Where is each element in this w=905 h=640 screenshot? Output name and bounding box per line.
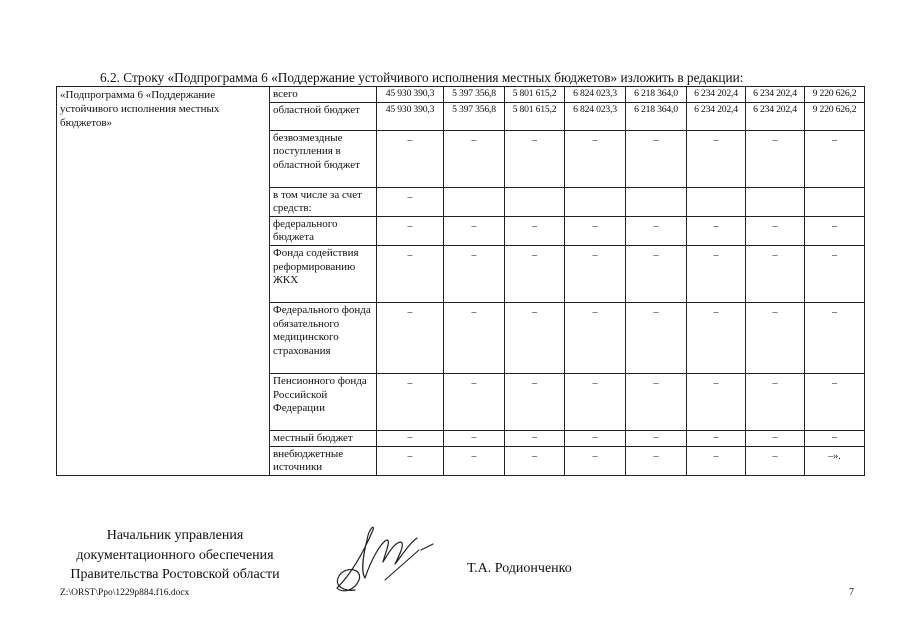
value-cell: 6 218 364,0 (626, 102, 687, 130)
value-cell: – (687, 430, 746, 446)
value-cell: 5 397 356,8 (444, 102, 505, 130)
value-cell: 9 220 626,2 (805, 102, 865, 130)
page-number: 7 (849, 587, 854, 598)
value-cell: 45 930 390,3 (377, 87, 444, 103)
value-cell: – (444, 373, 505, 430)
value-cell: – (444, 430, 505, 446)
value-cell (626, 187, 687, 216)
value-cell: – (377, 302, 444, 373)
value-cell: – (687, 245, 746, 302)
value-cell: – (687, 373, 746, 430)
value-cell: 5 397 356,8 (444, 87, 505, 103)
signatory-name: Т.А. Родионченко (467, 561, 572, 576)
value-cell: 6 234 202,4 (746, 102, 805, 130)
value-cell: – (444, 302, 505, 373)
value-cell (746, 187, 805, 216)
value-cell: – (626, 430, 687, 446)
value-cell: 45 930 390,3 (377, 102, 444, 130)
value-cell: – (746, 373, 805, 430)
value-cell: – (746, 216, 805, 245)
value-cell: – (565, 446, 626, 475)
value-cell: – (626, 446, 687, 475)
value-cell: – (687, 302, 746, 373)
value-cell: – (565, 245, 626, 302)
handwritten-signature (325, 520, 445, 600)
value-cell: –». (805, 446, 865, 475)
value-cell: – (626, 216, 687, 245)
value-cell: 6 824 023,3 (565, 87, 626, 103)
value-cell: – (687, 446, 746, 475)
value-cell: – (746, 446, 805, 475)
value-cell (805, 187, 865, 216)
budget-table (56, 86, 865, 476)
row-label: безвозмездные поступления в областной бюджет (270, 130, 377, 187)
value-cell: – (505, 216, 565, 245)
table-row (57, 87, 865, 103)
value-cell: – (377, 430, 444, 446)
value-cell: – (505, 130, 565, 187)
row-label: областной бюджет (270, 102, 377, 130)
value-cell: 6 234 202,4 (687, 87, 746, 103)
value-cell (505, 187, 565, 216)
value-cell: 9 220 626,2 (805, 87, 865, 103)
value-cell: – (687, 216, 746, 245)
value-cell: – (377, 187, 444, 216)
row-label: местный бюджет (270, 430, 377, 446)
value-cell: – (377, 446, 444, 475)
value-cell: – (805, 130, 865, 187)
value-cell: – (805, 430, 865, 446)
signatory-title-line: Начальник управления (106, 528, 244, 543)
value-cell: – (444, 446, 505, 475)
value-cell: – (565, 216, 626, 245)
value-cell: – (377, 245, 444, 302)
value-cell: 5 801 615,2 (505, 87, 565, 103)
value-cell: – (626, 373, 687, 430)
value-cell: – (805, 373, 865, 430)
value-cell: – (746, 245, 805, 302)
value-cell: – (626, 130, 687, 187)
value-cell: – (444, 245, 505, 302)
value-cell: – (565, 430, 626, 446)
value-cell: 6 218 364,0 (626, 87, 687, 103)
value-cell: – (626, 245, 687, 302)
row-label: Федерального фонда обязательного медицинского страхования (270, 302, 377, 373)
value-cell: – (746, 302, 805, 373)
value-cell: – (687, 130, 746, 187)
value-cell: – (444, 130, 505, 187)
value-cell: – (505, 373, 565, 430)
value-cell: – (746, 130, 805, 187)
value-cell: 5 801 615,2 (505, 102, 565, 130)
value-cell: – (626, 302, 687, 373)
value-cell: – (746, 430, 805, 446)
value-cell: – (565, 373, 626, 430)
value-cell: – (565, 302, 626, 373)
row-label: в том числе за счет средств: (270, 187, 377, 216)
value-cell: 6 234 202,4 (687, 102, 746, 130)
row-label: Фонда содействия реформированию ЖКХ (270, 245, 377, 302)
signatory-title (60, 526, 290, 585)
signatory-title-line: документационного обеспечения (76, 547, 274, 563)
signatory-title-line: Правительства Ростовской области (70, 567, 280, 582)
value-cell: 6 234 202,4 (746, 87, 805, 103)
value-cell: – (805, 302, 865, 373)
value-cell: – (505, 446, 565, 475)
value-cell: – (377, 373, 444, 430)
row-label: Пенсионного фонда Российской Федерации (270, 373, 377, 430)
value-cell: – (377, 130, 444, 187)
row-label: внебюджетные источники (270, 446, 377, 475)
value-cell (565, 187, 626, 216)
program-name-cell: «Подпрограмма 6 «Поддержание устойчивого исполнения местных бюджетов» (57, 87, 270, 476)
value-cell: – (565, 130, 626, 187)
value-cell (687, 187, 746, 216)
value-cell: – (805, 216, 865, 245)
value-cell: – (444, 216, 505, 245)
value-cell (444, 187, 505, 216)
heading: 6.2. Строку «Подпрограмма 6 «Поддержание устойчивого исполнения местных бюджетов» изложить в редакции: (100, 70, 744, 85)
table-body (57, 87, 865, 476)
value-cell: – (805, 245, 865, 302)
value-cell: – (377, 216, 444, 245)
value-cell: – (505, 245, 565, 302)
value-cell: – (505, 430, 565, 446)
value-cell: – (505, 302, 565, 373)
file-path: Z:\ORST\Ppo\1229p884.f16.docx (60, 588, 190, 598)
value-cell: 6 824 023,3 (565, 102, 626, 130)
row-label: всего (270, 87, 377, 103)
row-label: федерального бюджета (270, 216, 377, 245)
